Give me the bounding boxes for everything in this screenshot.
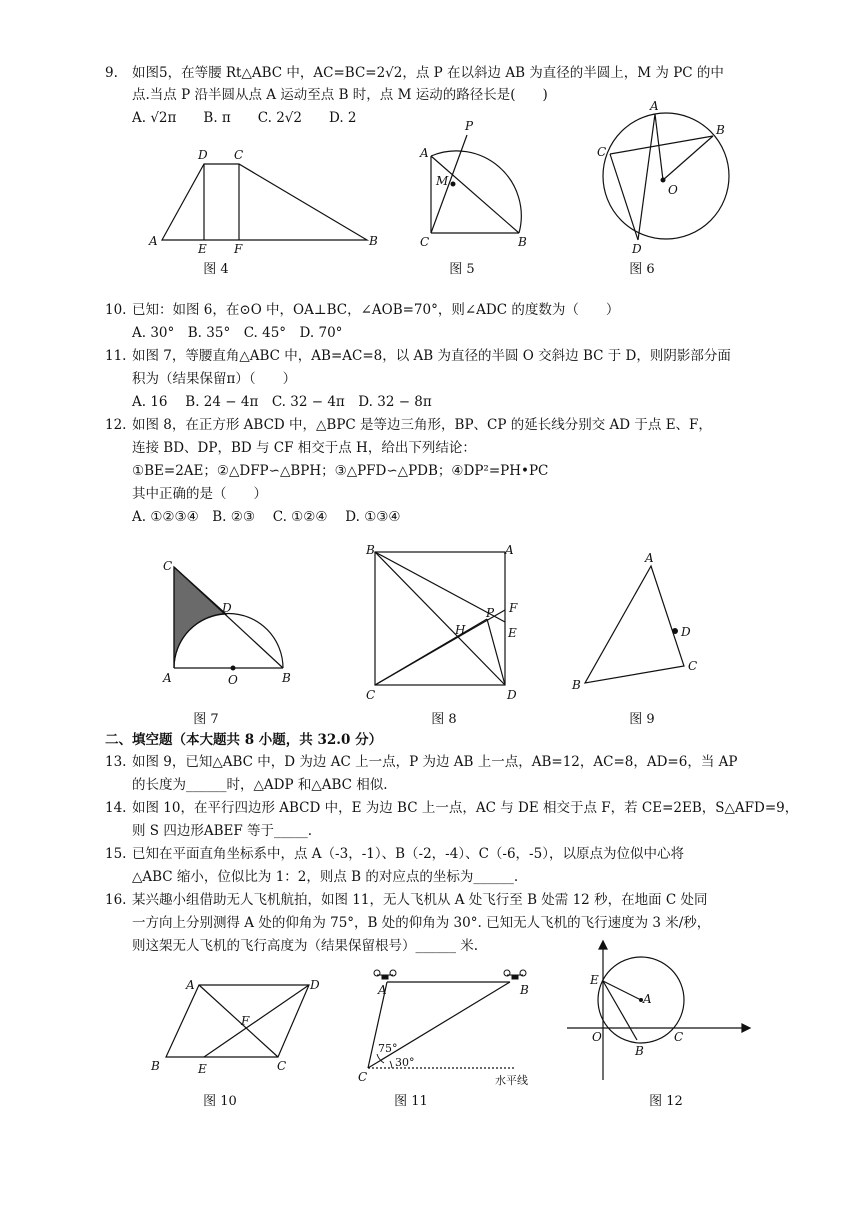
label-e: E: [508, 626, 517, 640]
label-b: B: [282, 671, 291, 685]
q13-number: 13.: [105, 754, 127, 770]
label-b: B: [151, 1059, 160, 1073]
figure-7-caption: 图 7: [193, 712, 219, 727]
label-c: C: [420, 235, 430, 249]
figure-10-caption: 图 10: [203, 1094, 237, 1109]
figure-6: [603, 113, 729, 240]
q14-number: 14.: [105, 800, 127, 816]
q12-line4: 其中正确的是（ ）: [132, 486, 267, 502]
q15-line1: 已知在平面直角坐标系中，点 A（-3，-1）、B（-2，-4）、C（-6，-5），以原点为位似中心将: [132, 846, 684, 862]
label-f: F: [509, 601, 518, 615]
label-c: C: [688, 659, 698, 673]
label-a: A: [163, 671, 172, 685]
label-h: H: [455, 623, 466, 637]
label-a: A: [378, 983, 387, 997]
label-c: C: [277, 1059, 287, 1073]
figure-9-caption: 图 9: [629, 712, 655, 727]
figure-4-caption: 图 4: [203, 262, 229, 277]
label-b: B: [635, 1044, 644, 1058]
figure-9: [585, 566, 684, 683]
q14-line2: 则 S 四边形ABEF 等于_____.: [132, 823, 313, 839]
angle-75-label: 75°: [378, 1042, 398, 1055]
label-a: A: [186, 978, 195, 992]
figure-7: [174, 567, 283, 668]
label-d: D: [632, 242, 642, 256]
label-d: D: [507, 688, 517, 702]
q16-number: 16.: [105, 892, 127, 908]
label-f: F: [234, 242, 243, 256]
label-d: D: [222, 601, 232, 615]
figure-5-caption: 图 5: [449, 262, 475, 277]
label-m: M: [436, 174, 449, 188]
q16-line1: 某兴趣小组借助无人飞机航拍，如图 11，无人飞机从 A 处飞行至 B 处需 12 秒，在地面 C 处同: [132, 892, 708, 908]
figure-5-labels: [419, 119, 527, 249]
q12-number: 12.: [105, 417, 127, 433]
figure-4: [162, 164, 367, 240]
label-c: C: [597, 145, 607, 159]
q12-options: A. ①②③④ B. ②③ C. ①②④ D. ①③④: [132, 509, 401, 525]
figure-12: [567, 941, 750, 1080]
q12-line2: 连接 BD、DP，BD 与 CF 相交于点 H，给出下列结论：: [132, 440, 476, 456]
q10-number: 10.: [105, 302, 127, 318]
label-e: E: [198, 242, 207, 256]
q9-line2: 点.当点 P 沿半圆从点 A 运动至点 B 时，点 M 运动的路径长是( ): [132, 87, 548, 103]
label-b: B: [572, 678, 581, 692]
q11-line1: 如图 7，等腰直角△ABC 中，AB=AC=8，以 AB 为直径的半圆 O 交斜边 BC 于 D，则阴影部分面: [132, 348, 731, 364]
label-o: O: [592, 1030, 602, 1044]
label-a: A: [505, 543, 514, 557]
label-b: B: [366, 543, 375, 557]
q14-line1: 如图 10，在平行四边形 ABCD 中，E 为边 BC 上一点，AC 与 DE 相交于点 F，若 CE=2EB，S△AFD=9，: [132, 800, 799, 816]
figure-6-caption: 图 6: [629, 262, 655, 277]
label-a: A: [149, 234, 158, 248]
q11-options: A. 16 B. 24 − 4π C. 32 − 4π D. 32 − 8π: [132, 394, 432, 410]
label-e: E: [198, 1062, 207, 1076]
q11-number: 11.: [105, 348, 127, 364]
q13-line1: 如图 9，已知△ABC 中，D 为边 AC 上一点，P 为边 AB 上一点，AB=12，AC=8，AD=6，当 AP: [132, 754, 738, 770]
angle-30-label: 30°: [395, 1056, 415, 1069]
label-b: B: [369, 234, 378, 248]
label-c: C: [674, 1030, 684, 1044]
q10-line1: 已知：如图 6，在⊙O 中，OA⊥BC，∠AOB=70°，则∠ADC 的度数为（ ）: [132, 302, 620, 318]
figure-9-labels: [571, 551, 697, 692]
label-c: C: [366, 688, 376, 702]
q12-line1: 如图 8，在正方形 ABCD 中，△BPC 是等边三角形，BP、CP 的延长线分别交 AD 于点 E、F，: [132, 417, 712, 433]
drone-icon: [374, 970, 396, 979]
label-e: E: [590, 973, 599, 987]
figure-10: [166, 985, 309, 1057]
q9-number: 9.: [105, 65, 118, 81]
label-a: A: [645, 551, 654, 565]
figure-6-labels: [597, 99, 725, 256]
drone-icon: [504, 970, 526, 979]
label-p: P: [486, 606, 495, 620]
q15-line2: △ABC 缩小，位似比为 1：2，则点 B 的对应点的坐标为______.: [132, 869, 519, 885]
label-p: P: [465, 119, 474, 133]
label-c: C: [234, 148, 244, 162]
q9-options: A. √2π B. π C. 2√2 D. 2: [132, 110, 357, 126]
label-b: B: [518, 235, 527, 249]
label-a: A: [650, 99, 659, 113]
q13-line2: 的长度为______时，△ADP 和△ABC 相似.: [132, 777, 388, 793]
label-o: O: [228, 673, 238, 687]
label-a: A: [420, 146, 429, 160]
q12-line3: ①BE=2AE；②△DFP∽△BPH；③△PFD∽△PDB；④DP²=PH•PC: [132, 463, 549, 479]
figure-12-caption: 图 12: [649, 1094, 683, 1109]
label-d: D: [198, 148, 208, 162]
q9-line1: 如图5，在等腰 Rt△ABC 中，AC=BC=2√2，点 P 在以斜边 AB 为直径的半圆上，M 为 PC 的中: [132, 65, 724, 81]
figure-8-caption: 图 8: [431, 712, 457, 727]
q11-line2: 积为（结果保留π）（ ）: [132, 371, 297, 387]
label-o: O: [668, 183, 678, 197]
label-a: A: [643, 992, 652, 1006]
section-2-heading: 二、填空题（本大题共 8 小题，共 32.0 分）: [105, 732, 383, 748]
label-d: D: [310, 978, 320, 992]
horizontal-line-label: 水平线: [495, 1074, 528, 1087]
label-b: B: [520, 983, 529, 997]
label-c: C: [358, 1070, 368, 1084]
label-b: B: [716, 123, 725, 137]
q16-line2: 一方向上分别测得 A 处的仰角为 75°，B 处的仰角为 30°. 已知无人飞机的飞行速度为 3 米/秒，: [132, 915, 711, 931]
q15-number: 15.: [105, 846, 127, 862]
label-c: C: [163, 559, 173, 573]
figure-10-labels: [150, 978, 320, 1076]
label-f: F: [241, 1014, 250, 1028]
label-d: D: [681, 625, 691, 639]
q10-options: A. 30° B. 35° C. 45° D. 70°: [132, 325, 343, 341]
figure-11-caption: 图 11: [394, 1094, 428, 1109]
q16-line3: 则这架无人飞机的飞行高度为（结果保留根号）______ 米.: [132, 938, 479, 954]
